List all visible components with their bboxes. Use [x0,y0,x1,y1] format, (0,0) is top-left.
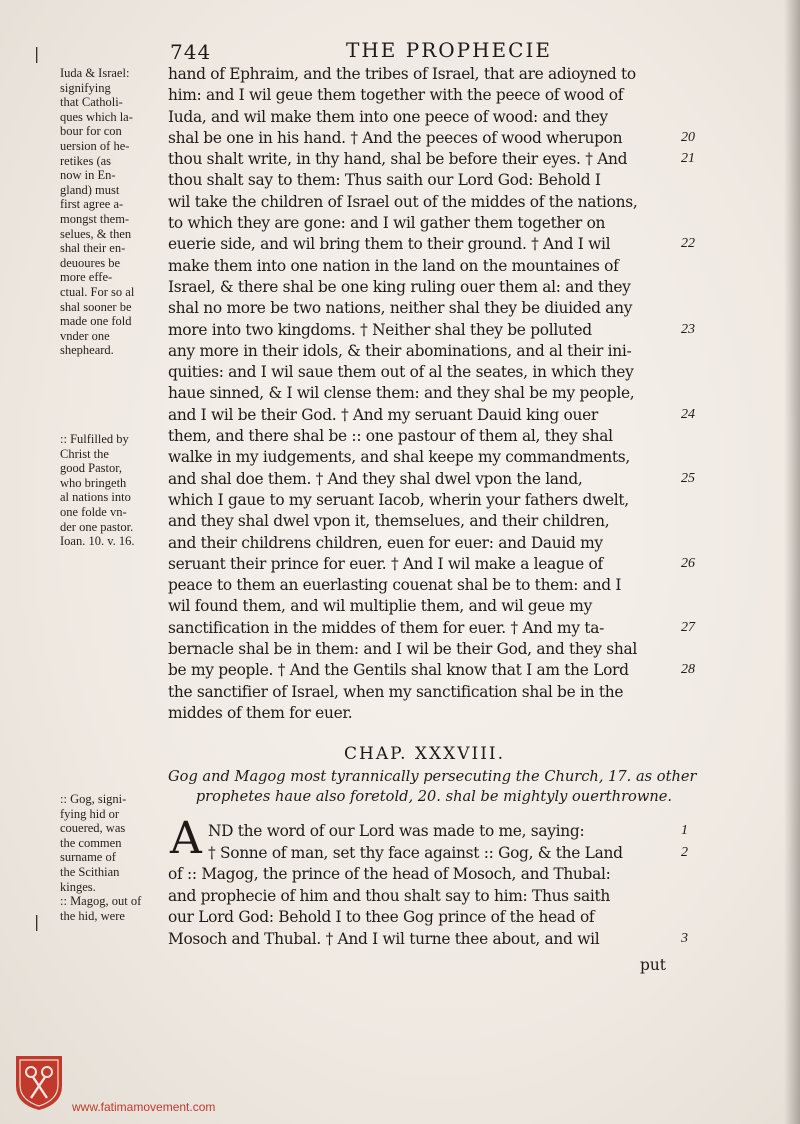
margin-note-catholiques: Iuda & Israel: signifying that Catholi- ques which la- bour for con uersion of he- retikes (as now in En- gland) must first agree a- mongst them- selues, & then shal their en- deuoures be more effe- ctual. For so al shal sooner be made one fold vnder one shepheard. [60,66,135,358]
catchword: put [640,956,666,974]
chapter-line: † Sonne of man, set thy face against :: Gog, & the Land [208,843,623,862]
body-line: middes of them for euer. [168,703,353,722]
verse-number: 26 [681,555,695,571]
body-line: walke in my iudgements, and shal keepe my commandments, [168,448,630,467]
chapter-summary: Gog and Magog most tyrannically persecuting the Church, 17. as other prophetes haue also foretold, 20. shal be mightyly ouerthrowne. [168,768,697,805]
body-line: hand of Ephraim, and the tribes of Israel, that are adioyned to [168,65,636,83]
body-line: thou shalt say to them: Thus saith our Lord God: Behold I [168,171,601,190]
body-line: thou shalt write, in thy hand, shal be before their eyes. † And [168,150,628,169]
page-shadow-edge [784,0,800,1124]
margin-mark: | [34,44,40,63]
chapter-verse-number: 2 [681,844,688,860]
body-line: quities: and I wil saue them out of al the seates, in which they [168,363,634,382]
body-line: to which they are gone: and I wil gather them together on [168,214,606,233]
body-line: the sanctifier of Israel, when my sanctification shal be in the [168,682,624,701]
chapter-verse-number: 1 [681,823,688,838]
chapter-line: ND the word of our Lord was made to me, saying: [208,822,585,840]
body-line: them, and there shal be :: one pastour of them al, they shal [168,427,613,446]
body-line: wil take the children of Israel out of the middes of the nations, [168,192,638,211]
body-line: peace to them an euerlasting couenat shal be to them: and I [168,576,622,595]
body-line: which I gaue to my seruant Iacob, wherin your fathers dwelt, [168,490,629,509]
body-line: and their childrens children, euen for euer: and Dauid my [168,533,603,552]
chapter-line: of :: Magog, the prince of the head of Mosoch, and Thubal: [168,865,611,884]
body-line: wil found them, and wil multiplie them, and wil geue my [168,597,592,616]
body-line: haue sinned, & I wil clense them: and they shal be my people, [168,384,635,403]
page-number: 744 [170,40,212,64]
verse-number: 27 [681,619,695,635]
verse-number: 21 [681,151,695,167]
body-line: him: and I wil geue them together with the peece of wood of [168,86,624,105]
body-line: bernacle shal be in them: and I wil be their God, and they shal [168,640,637,659]
body-line: euerie side, and wil bring them to their ground. † And I wil [168,235,611,254]
margin-mark: | [34,912,40,931]
verse-number: 24 [681,406,695,422]
body-line: and shal doe them. † And they shal dwel vpon the land, [168,469,583,488]
verse-number: 22 [681,236,695,252]
margin-note-christ-pastor: :: Fulfilled by Christ the good Pastor, who bringeth al nations into one folde vn- der one pastor. Ioan. 10. v. 16. [60,432,135,549]
running-title: THE PROPHECIE [346,38,552,62]
body-line: and I wil be their God. † And my seruant Dauid king ouer [168,405,598,424]
body-line: Israel, & there shal be one king ruling ouer them al: and they [168,277,631,296]
body-line: more into two kingdoms. † Neither shal they be polluted [168,320,592,339]
body-text [168,64,678,724]
verse-number: 23 [681,321,695,337]
seal-icon [12,1052,66,1112]
chapter-line: Mosoch and Thubal. † And I wil turne thee about, and wil [168,929,600,948]
margin-note-gog: :: Gog, signi- fying hid or couered, was the commen surname of the Scithian kinges. :: Magog, out of the hid, were [60,792,142,923]
watermark-url: www.fatimamovement.com [72,1100,216,1114]
chapter-line: and prophecie of him and thou shalt say to him: Thus saith [168,886,610,905]
body-line: shal no more be two nations, neither shal they be diuided any [168,299,633,318]
verse-number: 28 [681,662,695,678]
body-line: be my people. † And the Gentils shal know that I am the Lord [168,661,629,680]
body-line: sanctification in the middes of them for euer. † And my ta- [168,618,604,637]
body-line: and they shal dwel vpon it, themselues, and their children, [168,512,610,531]
chapter-text [168,821,680,951]
body-line: seruant their prince for euer. † And I wil make a league of [168,554,603,573]
drop-cap: A [170,813,202,864]
chapter-verse-number: 3 [681,931,688,946]
verse-number: 25 [681,470,695,486]
verse-number: 20 [681,129,695,145]
body-line: make them into one nation in the land on the mountaines of [168,256,619,275]
chapter-heading: CHAP. XXXVIII. [344,744,506,764]
body-line: Iuda, and wil make them into one peece of wood: and they [168,107,608,126]
body-line: shal be one in his hand. † And the peeces of wood wherupon [168,128,623,147]
body-line: any more in their idols, & their abominations, and al their ini- [168,341,632,360]
chapter-line: our Lord God: Behold I to thee Gog prince of the head of [168,908,595,927]
